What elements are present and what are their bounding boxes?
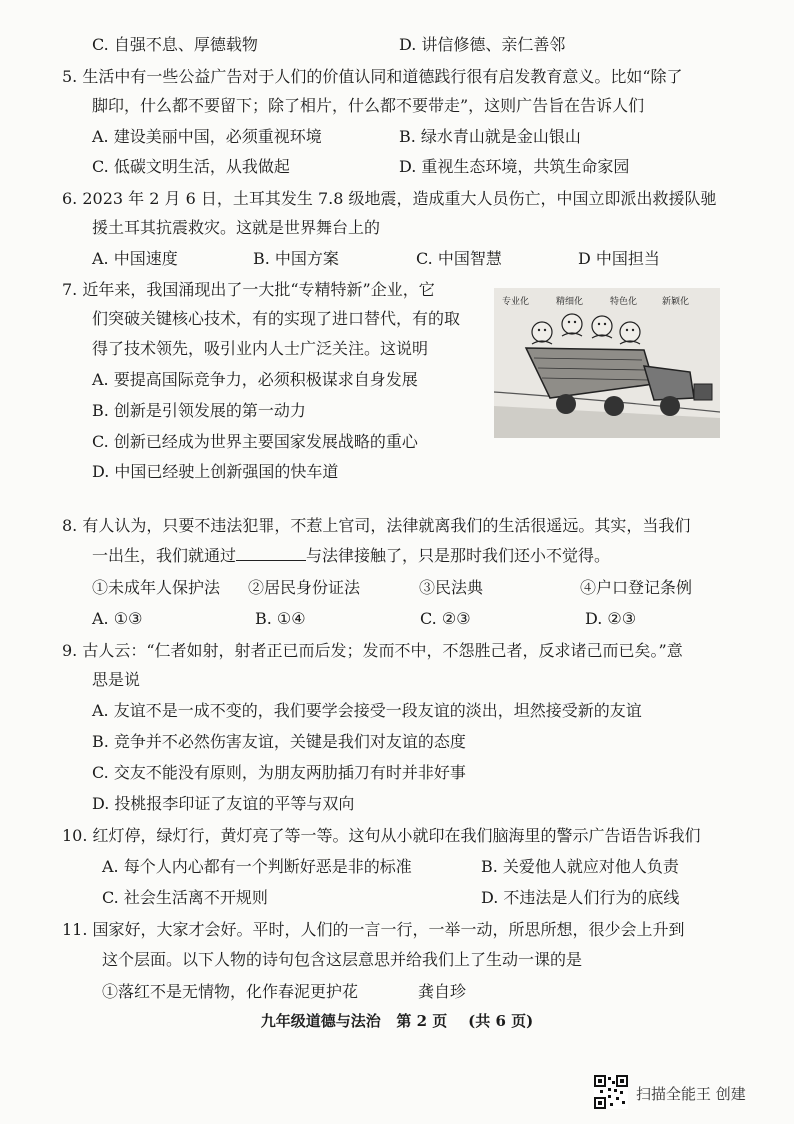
q8-option-b: B. ①④ bbox=[255, 609, 306, 628]
q9-option-c: C. 交友不能没有原则，为朋友两肋插刀有时并非好事 bbox=[92, 763, 466, 782]
q10-option-c: C. 社会生活离不开规则 bbox=[102, 888, 268, 907]
q7-stem-line3: 得了技术领先，吸引业内人士广泛关注。这说明 bbox=[92, 339, 429, 358]
cartoon-label-1: 专业化 bbox=[502, 297, 530, 307]
q6-option-d: D 中国担当 bbox=[578, 249, 660, 268]
q7-option-a: A. 要提高国际竞争力，必须积极谋求自身发展 bbox=[92, 370, 418, 389]
q7-stem-line2: 们突破关键核心技术，有的实现了进口替代，有的取 bbox=[92, 309, 461, 328]
q8-item-2: ②居民身份证法 bbox=[248, 578, 361, 597]
page-footer: 九年级道德与法治 第 2 页 (共 6 页) bbox=[260, 1012, 534, 1030]
q6-option-b: B. 中国方案 bbox=[253, 249, 339, 268]
q5-option-c: C. 低碳文明生活，从我做起 bbox=[92, 157, 290, 176]
q10-option-a: A. 每个人内心都有一个判断好恶是非的标准 bbox=[102, 857, 412, 876]
q6-stem-line1: 6. 2023 年 2 月 6 日，土耳其发生 7.8 级地震，造成重大人员伤亡，中国立即派出救援队驰 bbox=[62, 189, 717, 208]
q4-option-c: C. 自强不息、厚德载物 bbox=[92, 35, 258, 54]
q8-stem-line2-post: 与法律接触了，只是那时我们还小不觉得。 bbox=[306, 546, 611, 565]
cartoon-label-3: 特色化 bbox=[610, 297, 638, 307]
cartoon-label-4: 新颖化 bbox=[662, 297, 690, 307]
q5-stem-line2: 脚印，什么都不要留下；除了相片，什么都不要带走”，这则广告旨在告诉人们 bbox=[92, 96, 645, 115]
q10-stem-line1: 10. 红灯停，绿灯行，黄灯亮了等一等。这句从小就印在我们脑海里的警示广告语告诉我们 bbox=[62, 826, 701, 845]
q11-stem-line2: 这个层面。以下人物的诗句包含这层意思并给我们上了生动一课的是 bbox=[102, 950, 583, 969]
q8-stem-line2-pre: 一出生，我们就通过 bbox=[92, 546, 237, 565]
q5-option-d: D. 重视生态环境，共筑生命家园 bbox=[399, 157, 630, 176]
q9-option-d: D. 投桃报李印证了友谊的平等与双向 bbox=[92, 794, 355, 813]
q8-option-c: C. ②③ bbox=[420, 609, 471, 628]
q4-option-d: D. 讲信修德、亲仁善邻 bbox=[399, 35, 566, 54]
q5-option-b: B. 绿水青山就是金山银山 bbox=[399, 127, 581, 146]
q8-stem-line2 bbox=[92, 545, 610, 567]
cartoon-label-2: 精细化 bbox=[556, 297, 584, 307]
q8-item-4: ④户口登记条例 bbox=[580, 578, 693, 597]
q8-option-d: D. ②③ bbox=[585, 609, 637, 628]
q5-option-a: A. 建设美丽中国，必须重视环境 bbox=[92, 127, 322, 146]
answer-blank bbox=[236, 546, 306, 561]
q6-option-c: C. 中国智慧 bbox=[416, 249, 502, 268]
specialized-enterprises-cartoon bbox=[494, 288, 720, 438]
q8-item-3: ③民法典 bbox=[419, 578, 484, 597]
q6-option-a: A. 中国速度 bbox=[92, 249, 178, 268]
q8-item-1: ①未成年人保护法 bbox=[92, 578, 221, 597]
q7-stem-line1: 7. 近年来，我国涌现出了一大批“专精特新”企业，它 bbox=[62, 280, 435, 299]
q7-option-d: D. 中国已经驶上创新强国的快车道 bbox=[92, 462, 339, 481]
q9-stem-line2: 思是说 bbox=[92, 670, 141, 689]
qr-code-icon bbox=[594, 1075, 628, 1109]
q9-stem-line1: 9. 古人云：“仁者如射，射者正已而后发；发而不中，不怨胜己者，反求诸己而已矣。”意 bbox=[62, 641, 683, 660]
q6-stem-line2: 援土耳其抗震救灾。这就是世界舞台上的 bbox=[92, 218, 381, 237]
q11-poet-1: 龚自珍 bbox=[418, 982, 467, 1001]
q7-option-b: B. 创新是引领发展的第一动力 bbox=[92, 401, 306, 420]
q9-option-b: B. 竞争并不必然伤害友谊，关键是我们对友谊的态度 bbox=[92, 732, 466, 751]
q10-option-d: D. 不违法是人们行为的底线 bbox=[481, 888, 680, 907]
q8-stem-line1: 8. 有人认为，只要不违法犯罪，不惹上官司，法律就离我们的生活很遥远。其实，当我们 bbox=[62, 516, 691, 535]
watermark-text: 扫描全能王 创建 bbox=[636, 1085, 746, 1103]
q11-poem-1: ①落红不是无情物，化作春泥更护花 bbox=[102, 982, 359, 1001]
q7-option-c: C. 创新已经成为世界主要国家发展战略的重心 bbox=[92, 432, 418, 451]
q9-option-a: A. 友谊不是一成不变的，我们要学会接受一段友谊的淡出，坦然接受新的友谊 bbox=[92, 701, 642, 720]
q11-stem-line1: 11. 国家好，大家才会好。平时，人们的一言一行，一举一动，所思所想，很少会上升到 bbox=[62, 920, 685, 939]
scanner-watermark bbox=[594, 1075, 774, 1111]
q8-option-a: A. ①③ bbox=[92, 609, 143, 628]
q10-option-b: B. 关爱他人就应对他人负责 bbox=[481, 857, 679, 876]
q5-stem-line1: 5. 生活中有一些公益广告对于人们的价值认同和道德践行很有启发教育意义。比如“除了 bbox=[62, 67, 683, 86]
